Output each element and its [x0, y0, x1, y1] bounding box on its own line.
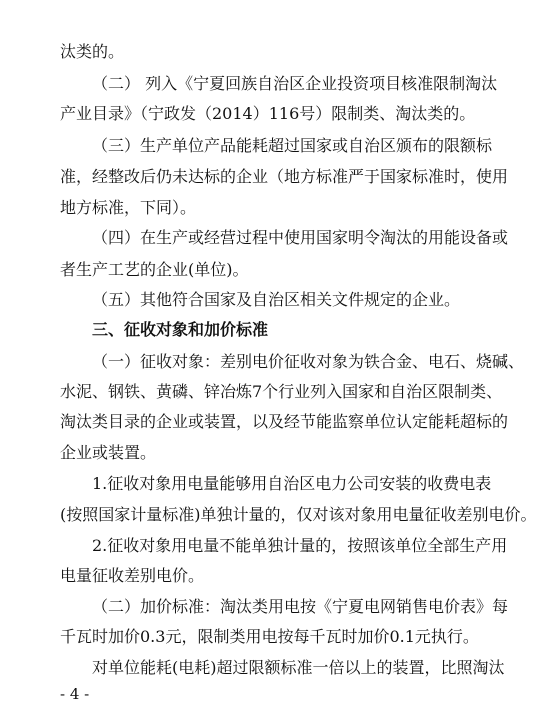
text-line: （三）生产单位产品能耗超过国家或自治区颁布的限额标	[92, 136, 493, 155]
text-line: 产业目录》（宁政发（2014）116号）限制类、淘汰类的。	[60, 104, 476, 123]
text-line: （一）征收对象：差别电价征收对象为铁合金、电石、烧碱、	[92, 352, 525, 371]
text-line: （二） 列入《宁夏回族自治区企业投资项目核准限制淘汰	[92, 74, 498, 93]
text-line: 者生产工艺的企业(单位)。	[60, 260, 249, 279]
text-line: 地方标准，下同）。	[60, 198, 197, 217]
text-line: （二）加价标准：淘汰类用电按《宁夏电网销售电价表》每	[92, 597, 509, 616]
text-line: 汰类的。	[60, 42, 125, 61]
text-line: 淘汰类目录的企业或装置，以及经节能监察单位认定能耗超标的	[60, 412, 509, 431]
text-line: (按照国家计量标准)单独计量的，仅对该对象用电量征收差别电价。	[60, 505, 537, 524]
text-line: （五）其他符合国家及自治区相关文件规定的企业。	[92, 290, 461, 309]
text-line: （四）在生产或经营过程中使用国家明令淘汰的用能设备或	[92, 228, 509, 247]
text-line: 1.征收对象用电量能够用自治区电力公司安装的收费电表	[92, 474, 492, 493]
text-line: 对单位能耗(电耗)超过限额标准一倍以上的装置，比照淘汰	[92, 658, 505, 677]
text-line: 2.征收对象用电量不能单独计量的，按照该单位全部生产用	[92, 536, 508, 555]
text-line: 电量征收差别电价。	[60, 566, 205, 585]
text-line: 企业或装置。	[60, 443, 157, 462]
section-heading: 三、征收对象和加价标准	[92, 320, 269, 339]
text-line: 准，经整改后仍未达标的企业（地方标准严于国家标准时，使用	[60, 167, 509, 186]
text-line: 水泥、钢铁、黄磷、锌冶炼7个行业列入国家和自治区限制类、	[60, 382, 503, 401]
text-line: 千瓦时加价0.3元，限制类用电按每千瓦时加价0.1元执行。	[60, 627, 479, 646]
page-number: - 4 -	[60, 685, 90, 703]
